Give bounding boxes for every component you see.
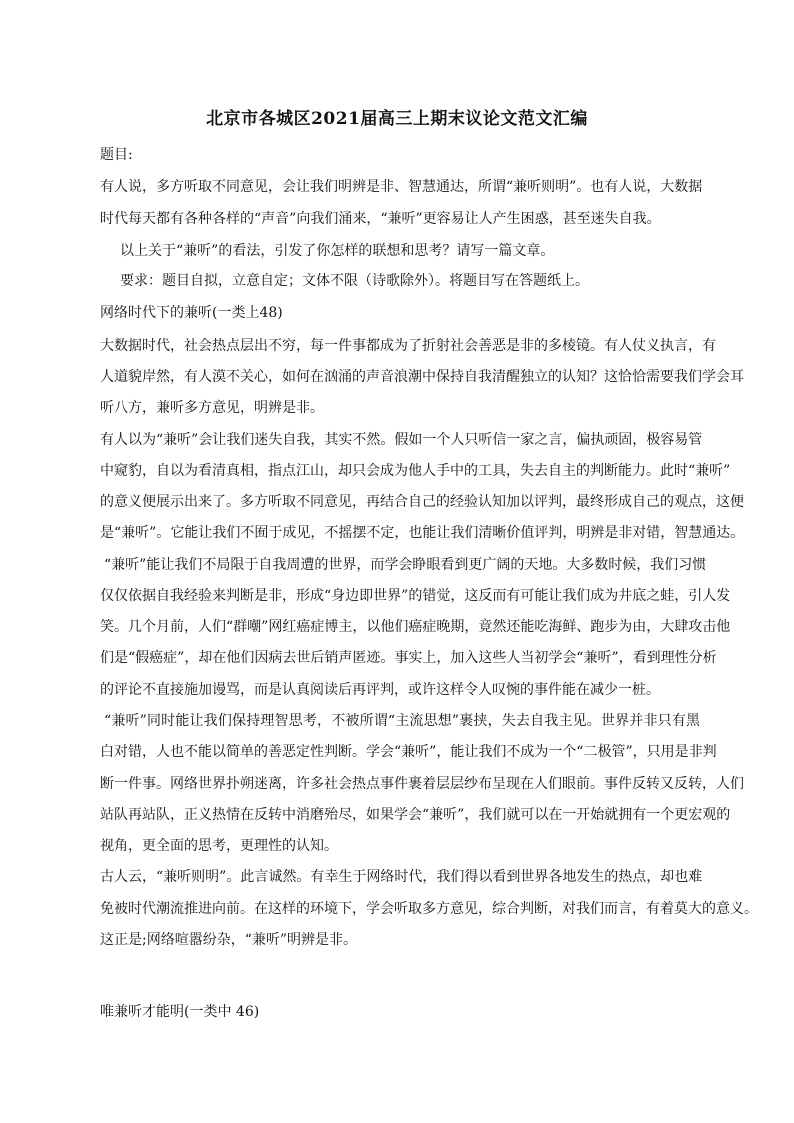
paragraph-line: 免被时代潮流推进向前。在这样的环境下，学会听取多方意见，综合判断，对我们而言，有着莫大的意义。: [100, 901, 758, 917]
paragraph-line: 仅仅依据自我经验来判断是非，形成“身边即世界”的错觉，这反而有可能让我们成为井底之蛙，引人发: [100, 588, 731, 604]
paragraph-line: “兼听”能让我们不局限于自我周遭的世界，而学会睁眼看到更广阔的天地。大多数时候，我们习惯: [104, 557, 707, 573]
paragraph-line: 这正是;网络喧嚣纷杂，“兼听”明辨是非。: [100, 932, 358, 948]
paragraph-line: 站队再站队，正义热情在反转中消磨殆尽，如果学会“兼听”，我们就可以在一开始就拥有一个更宏观的: [100, 807, 731, 823]
paragraph-line: 大数据时代，社会热点层出不穷，每一件事都成为了折射社会善恶是非的多棱镜。有人仗义执言，有: [100, 338, 716, 354]
paragraph-line: 白对错，人也不能以简单的善恶定性判断。学会“兼听”，能让我们不成为一个“二极管”，只用是非判: [100, 744, 717, 760]
essay-title: 唯兼听才能明(一类中 46): [100, 1004, 260, 1020]
paragraph-line: 是“兼听”。它能让我们不囿于成见，不摇摆不定，也能让我们清晰价值评判，明辨是非对错，智慧通达。: [100, 525, 745, 541]
essay-title: 网络时代下的兼听(一类上48): [100, 305, 283, 321]
paragraph-line: 笑。几个月前，人们“群嘲”网红癌症博主，以他们癌症晚期，竟然还能吃海鲜、跑步为由，大肆攻击他: [100, 619, 731, 635]
prompt-label: 题目:: [100, 147, 133, 163]
prompt-line: 以上关于“兼听”的看法，引发了你怎样的联想和思考？请写一篇文章。: [120, 243, 555, 259]
paragraph-line: 有人以为“兼听”会让我们迷失自我，其实不然。假如一个人只听信一家之言，偏执顽固，极容易管: [100, 432, 703, 448]
paragraph-line: 的评论不直接施加谩骂，而是认真阅读后再评判，或许这样令人叹惋的事件能在减少一桩。: [100, 682, 660, 698]
paragraph-line: 们是“假癌症”，却在他们因病去世后销声匿迹。事实上，加入这些人当初学会“兼听”，看到理性分析: [100, 650, 717, 666]
paragraph-line: 视角，更全面的思考，更理性的认知。: [100, 838, 338, 854]
prompt-line: 有人说，多方听取不同意见，会让我们明辨是非、智慧通达，所谓“兼听则明”。也有人说，大数据: [100, 179, 703, 195]
paragraph-line: 断一件事。网络世界扑朔迷离，许多社会热点事件裹着层层纱布呈现在人们眼前。事件反转又反转，人们: [100, 776, 744, 792]
paragraph-line: 中窥豹，自以为看清真相，指点江山，却只会成为他人手中的工具，失去自主的判断能力。此时“兼听”: [100, 463, 731, 479]
paragraph-line: “兼听”同时能让我们保持理智思考，不被所谓“主流思想”裹挟，失去自我主见。世界并非只有黑: [104, 713, 700, 729]
paragraph-line: 听八方，兼听多方意见，明辨是非。: [100, 400, 324, 416]
paragraph-line: 人道貌岸然，有人漠不关心，如何在汹涌的声音浪潮中保持自我清醒独立的认知？这恰恰需要我们学会耳: [100, 369, 744, 385]
prompt-line: 时代每天都有各种各样的“声音”向我们涌来，“兼听”更容易让人产生困惑，甚至迷失自我。: [100, 211, 661, 227]
paragraph-line: 的意义便展示出来了。多方听取不同意见，再结合自己的经验认知加以评判，最终形成自己的观点，这便: [100, 494, 744, 510]
paragraph-line: 古人云，“兼听则明”。此言诚然。有幸生于网络时代，我们得以看到世界各地发生的热点，却也难: [100, 869, 703, 885]
document-title: 北京市各城区2021届高三上期末议论文范文汇编: [206, 109, 588, 129]
requirement-line: 要求：题目自拟，立意自定；文体不限（诗歌除外）。将题目写在答题纸上。: [120, 273, 589, 289]
